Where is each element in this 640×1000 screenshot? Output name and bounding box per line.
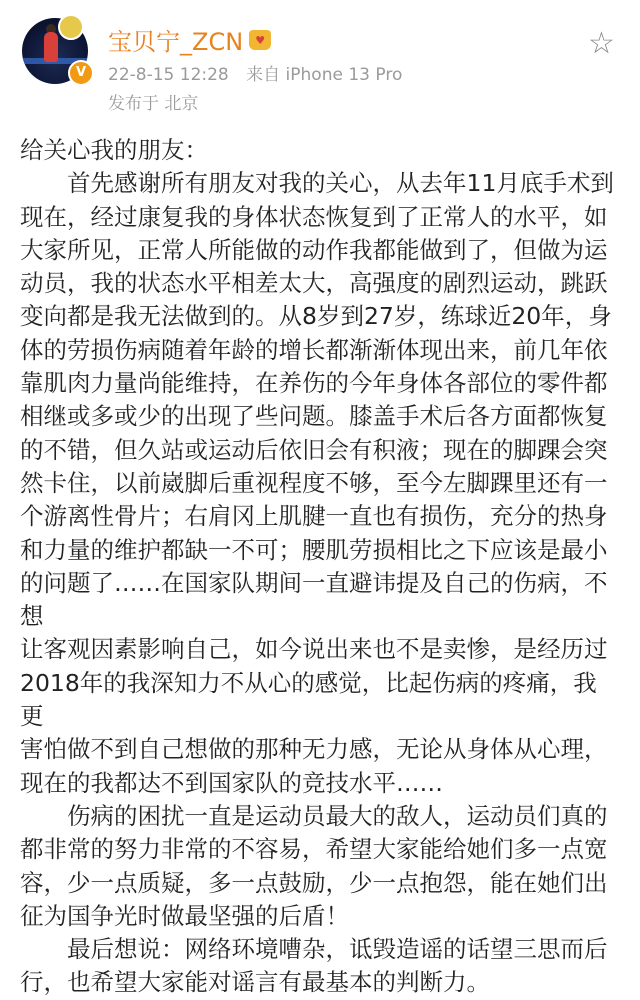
post-text-line: 行，也希望大家能对谣言有最基本的判断力。 [20, 968, 490, 997]
post-text-line: 容，少一点质疑，多一点鼓励，少一点抱怨，能在她们出 [20, 868, 608, 897]
post-text-line: 相继或多或少的出现了些问题。膝盖手术后各方面都恢复 [20, 402, 608, 431]
post-meta [108, 60, 414, 85]
post-text-line: 动员，我的状态水平相差太大，高强度的剧烈运动，跳跃 [20, 269, 608, 298]
post-text-line: 现在，经过康复我的身体状态恢复到了正常人的水平，如 [20, 202, 608, 231]
author-name-text: 宝贝宁_ZCN [108, 28, 244, 56]
post-text-line: 给关心我的朋友： [20, 136, 208, 164]
post-text-line: 伤病的困扰一直是运动员最大的敌人，运动员们真的 [20, 801, 608, 830]
post-text-line: 大家所见，正常人所能做的动作我都能做到了，但做为运 [20, 235, 608, 264]
star-outline-icon[interactable]: ☆ [588, 26, 615, 61]
post-text-line: 变向都是我无法做到的。从8岁到27岁，练球近20年，身 [20, 302, 612, 331]
post-text-line: 和力量的维护都缺一不可；腰肌劳损相比之下应该是最小 [20, 535, 608, 564]
post-text-line: 2018年的我深知力不从心的感觉，比起伤病的疼痛，我更 [20, 668, 597, 731]
post-text-line: 现在的我都达不到国家队的竞技水平…… [20, 768, 443, 797]
post-text-line: 个游离性骨片；右肩冈上肌腱一直也有损伤，充分的热身 [20, 502, 608, 531]
author-name[interactable] [108, 22, 271, 57]
post-source: 来自 iPhone 13 Pro [246, 65, 403, 85]
verified-badge-icon: V [68, 60, 94, 86]
post-timestamp: 22-8-15 12:28 [108, 65, 229, 85]
avatar-figure-body [44, 32, 58, 62]
post-text-line: 最后想说：网络环境嘈杂，诋毁造谣的话望三思而后 [20, 935, 608, 964]
post-text-line: 靠肌肉力量尚能维持，在养伤的今年身体各部位的零件都 [20, 369, 608, 398]
post-text-line: 首先感谢所有朋友对我的关心，从去年11月底手术到 [20, 169, 614, 198]
post-text-line: 都非常的努力非常的不容易，希望大家能给她们多一点宽 [20, 835, 608, 864]
post-body [20, 134, 620, 1000]
avatar-pendant-icon [58, 14, 84, 40]
post-location: 发布于 北京 [108, 94, 199, 114]
post-text-line: 的问题了……在国家队期间一直避讳提及自己的伤病，不想 [20, 568, 608, 631]
post-text-line: 害怕做不到自己想做的那种无力感，无论从身体从心理， [20, 735, 608, 764]
post-text-line: 让客观因素影响自己，如今说出来也不是卖惨，是经历过 [20, 635, 608, 664]
post-text-line: 体的劳损伤病随着年龄的增长都渐渐体现出来，前几年依 [20, 335, 608, 364]
crown-icon: ♥ [249, 30, 271, 50]
post-text-line: 然卡住，以前崴脚后重视程度不够，至今左脚踝里还有一 [20, 468, 608, 497]
post-text-line: 征为国争光时做最坚强的后盾！ [20, 901, 349, 930]
post-text-line: 的不错，但久站或运动后依旧会有积液；现在的脚踝会突 [20, 435, 608, 464]
